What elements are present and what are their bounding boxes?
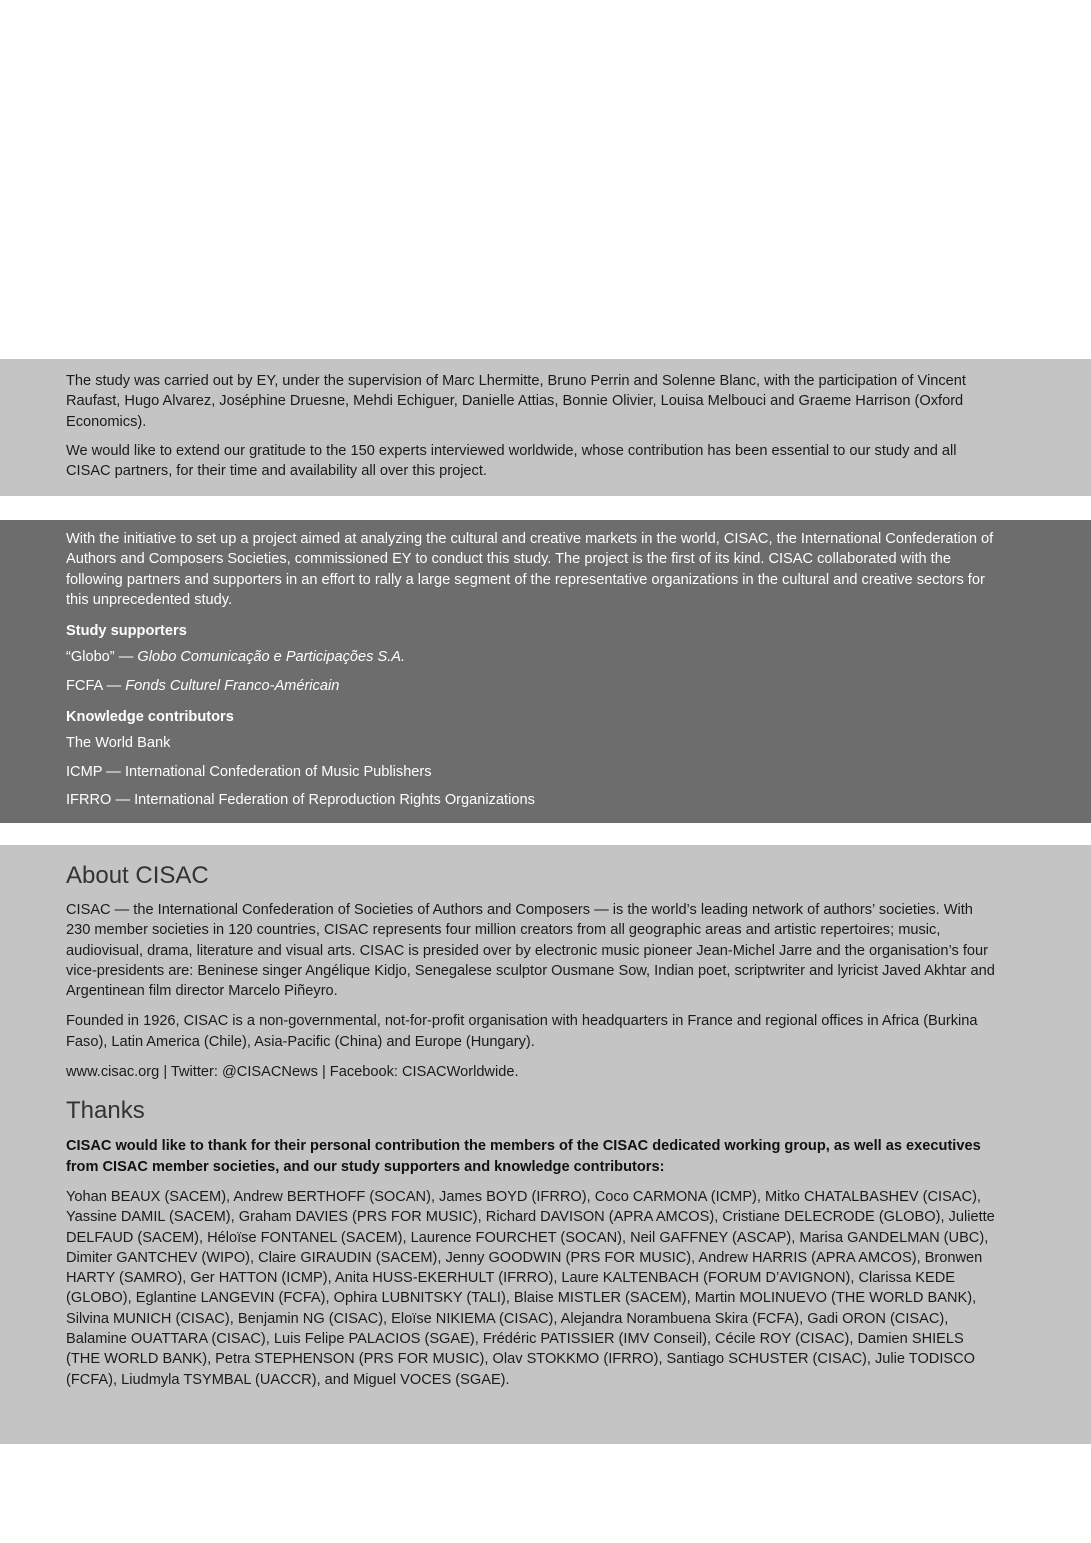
supporter-abbr: FCFA (66, 677, 103, 694)
contributor-abbr: ICMP (66, 763, 103, 780)
contributor-name: International Confederation of Music Publishers (124, 763, 432, 780)
separator: — (102, 677, 126, 694)
supporter-fcfa (66, 676, 995, 696)
supporter-name: Globo Comunicação e Participações S.A. (137, 649, 406, 666)
study-supporters-heading: Study supporters (66, 623, 187, 640)
knowledge-contributors-heading: Knowledge contributors (66, 709, 234, 726)
credits-panel (0, 359, 1091, 496)
credits-paragraph-1: The study was carried out by EY, under the supervision of Marc Lhermitte, Bruno Perrin and Solenne Blanc, with the participation of Vincent Raufast, Hugo Alvarez, Joséphine Druesne, Mehdi Echiguer, Danielle Attias, Bonnie Olivier, Louisa Melbouci and Graeme Harrison (Oxford Economics). (66, 373, 966, 430)
supporter-abbr: “Globo” (66, 649, 115, 666)
contributor-name: International Federation of Reproduction Rights Organizations (134, 791, 535, 808)
about-paragraph-2: Founded in 1926, CISAC is a non-governmental, not-for-profit organisation with headquarters in France and regional offices in Africa (Burkina Faso), Latin America (Chile), Asia-Pacific (China) and Europe (Hungary). (66, 1013, 978, 1050)
thanks-names: Yohan BEAUX (SACEM), Andrew BERTHOFF (SOCAN), James BOYD (IFRRO), Coco CARMONA (ICMP), Mitko CHATALBASHEV (CISAC), Yassine DAMIL (SACEM), Graham DAVIES (PRS FOR MUSIC), Richard DAVISON (APRA AMCOS), Cristiane DELECRODE (GLOBO), Juliette DELFAUD (SACEM), Héloïse FONTANEL (SACEM), Laurence FOURCHET (SOCAN), Neil GAFFNEY (ASCAP), Marisa GANDELMAN (UBC), Dimiter GANTCHEV (WIPO), Claire GIRAUDIN (SACEM), Jenny GOODWIN (PRS FOR MUSIC), Andrew HARRIS (APRA AMCOS), Bronwen HARTY (SAMRO), Ger HATTON (ICMP), Anita HUSS-EKERHULT (IFRRO), Laure KALTENBACH (FORUM D’AVIGNON), Clarissa KEDE (GLOBO), Eglantine LANGEVIN (FCFA), Ophira LUBNITSKY (TALI), Blaise MISTLER (SACEM), Martin MOLINUEVO (THE WORLD BANK), Silvina MUNICH (CISAC), Benjamin NG (CISAC), Eloïse NIKIEMA (CISAC), Alejandra Norambuena Skira (FCFA), Gadi ORON (CISAC), Balamine OUATTARA (CISAC), Luis Felipe PALACIOS (SGAE), Frédéric PATISSIER (IMV Conseil), Cécile ROY (CISAC), Damien SHIELS (THE WORLD BANK), Petra STEPHENSON (PRS FOR MUSIC), Olav STOKKMO (IFRRO), Santiago SCHUSTER (CISAC), Julie TODISCO (FCFA), Liudmyla TSYMBAL (UACCR), and Miguel VOCES (SGAE). (66, 1188, 995, 1388)
separator: — (102, 763, 125, 780)
contributor-world-bank: The World Bank (66, 735, 171, 752)
separator: — (114, 649, 138, 666)
thanks-title: Thanks (66, 1097, 145, 1125)
partners-intro: With the initiative to set up a project aimed at analyzing the cultural and creative markets in the world, CISAC, the International Confederation of Authors and Composers Societies, commissioned EY to conduct this study. The project is the first of its kind. CISAC collaborated with the following partners and supporters in an effort to rally a large segment of the representative organizations in the cultural and creative sectors for this unprecedented study. (66, 531, 994, 608)
contributor-icmp (66, 762, 995, 782)
about-paragraph-1: CISAC — the International Confederation of Societies of Authors and Composers — is the world’s leading network of authors’ societies. With 230 member societies in 120 countries, CISAC represents four million creators from all geographic areas and artistic repertoires; music, audiovisual, drama, literature and visual arts. CISAC is presided over by electronic music pioneer Jean-Michel Jarre and the organisation’s four vice-presidents are: Beninese singer Angélique Kidjo, Senegalese sculptor Ousmane Sow, Indian poet, scriptwriter and lyricist Javed Akhtar and Argentinean film director Marcelo Piñeyro. (66, 902, 995, 1000)
about-panel (0, 845, 1091, 1444)
supporter-name: Fonds Culturel Franco-Américain (125, 677, 340, 694)
separator: — (111, 791, 135, 808)
supporter-globo (66, 647, 995, 667)
contributor-ifrro (66, 790, 995, 810)
credits-paragraph-2: We would like to extend our gratitude to the 150 experts interviewed worldwide, whose contribution has been essential to our study and all CISAC partners, for their time and availability all over this project. (66, 442, 957, 480)
thanks-intro: CISAC would like to thank for their personal contribution the members of the CISAC dedicated working group, as well as executives from CISAC member societies, and our study supporters and knowledge contributors: (66, 1138, 981, 1175)
contributor-abbr: IFRRO (66, 791, 112, 808)
about-links: www.cisac.org | Twitter: @CISACNews | Facebook: CISACWorldwide. (66, 1064, 519, 1081)
about-title: About CISAC (66, 862, 209, 889)
partners-panel (0, 520, 1091, 823)
